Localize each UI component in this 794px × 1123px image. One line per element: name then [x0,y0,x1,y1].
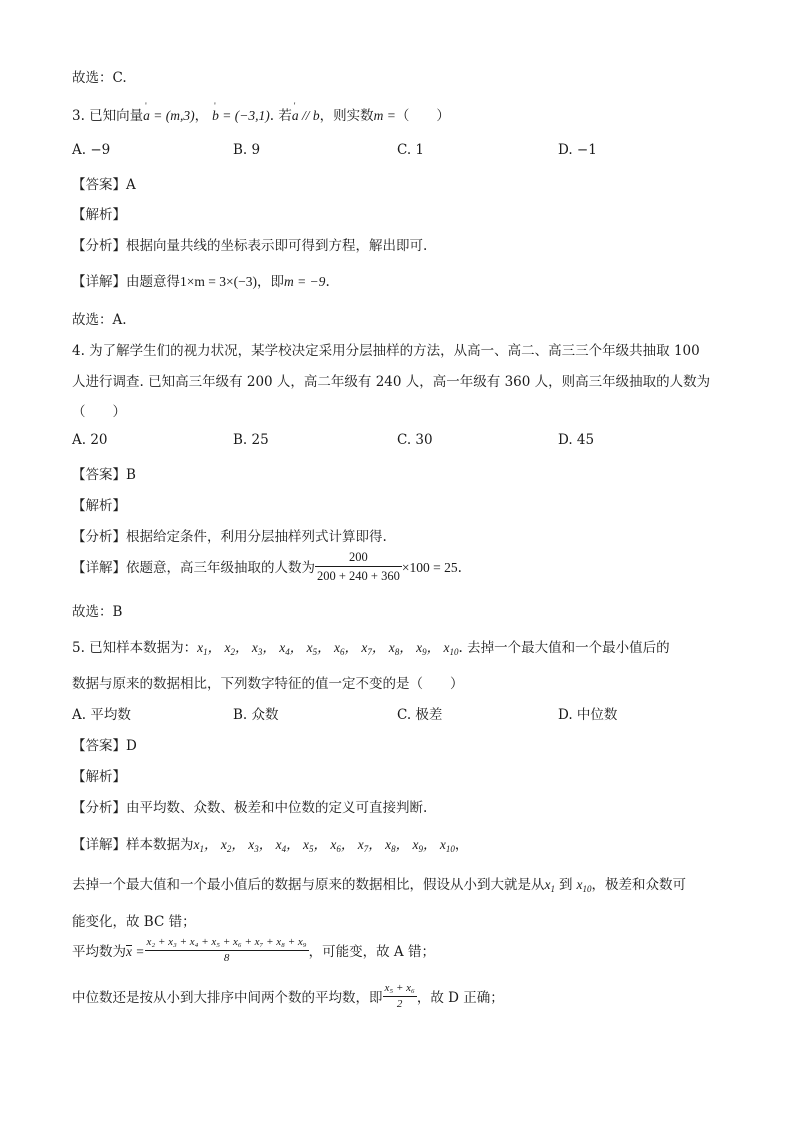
q5-option-a: A. 平均数 [72,707,131,723]
question-4-line-2: 人进行调查. 已知高三年级有 200 人，高二年级有 240 人，高一年级有 360 人，则高三年级抽取的人数为 [72,374,711,390]
q3-option-a: A. −9 [72,142,111,158]
question-5-line-2: 数据与原来的数据相比，下列数字特征的值一定不变的是（ ） [72,676,464,692]
question-4-line-1: 4. 为了解学生们的视力状况，某学校决定采用分层抽样的方法，从高一、高二、高三三个年级共抽取 100 [72,343,700,359]
question-5-line-1: 5. 已知样本数据为：$x_1$， $x_2$， $x_3$， $x_4$， $x_5$， $x_6$， $x_7$， $x_8$， $x_9$， $x_{10}$. 去掉一个最大值和一个最小值后的 [72,640,670,657]
q3-answer: 【答案】A [72,177,136,193]
q4-detail: 【详解】依题意，高三年级抽取的人数为 $\frac{200}{200 + 240 + 360}$ ×100 = 25. [72,550,462,583]
q3-equation: 1×m = 3×(−3) [180,274,257,289]
q5-detail: 【详解】样本数据为$x_1$， $x_2$， $x_3$， $x_4$， $x_5$， $x_6$， $x_7$， $x_8$， $x_9$， $x_{10}$， [72,837,469,854]
sample-data-list-2: $x_1$， $x_2$， $x_3$， $x_4$， $x_5$， $x_6$， $x_7$， $x_8$， $x_9$， $x_{10}$ [193,837,455,854]
q3-choice: 故选：A. [72,312,127,328]
q3-option-d: D. −1 [558,142,597,158]
q3-analysis-heading: 【解析】 [72,207,126,223]
q5-mean: 平均数为x = $\frac{\text{x₂ + x₃ + x₄ + x₅ + x₆ + x₇ + x₈ + x₉}}{8}$ ，可能变，故 A 错； [72,936,435,964]
m-variable: m = [373,108,396,123]
q4-option-b: B. 25 [233,432,269,448]
vector-a-expression: ' a = (m,3) [143,108,194,124]
q4-answer: 【答案】B [72,467,136,483]
q4-analysis: 【分析】根据给定条件，利用分层抽样列式计算即得. [72,529,387,545]
q3-option-c: C. 1 [397,142,425,158]
parallel-condition: ' a // b [292,108,320,124]
question-4-line-3: （ ） [72,404,126,420]
prev-answer-choice: 故选：C. [72,70,127,86]
q3-analysis: 【分析】根据向量共线的坐标表示即可得到方程，解出即可. [72,238,428,254]
q4-fraction: $\frac{200}{200 + 240 + 360}$ [317,550,400,583]
q5-option-c: C. 极差 [397,707,443,723]
q5-analysis: 【分析】由平均数、众数、极差和中位数的定义可直接判断. [72,800,428,816]
median-fraction: $\frac{\text{x₅ + x₆}}{2}$ [384,982,415,1010]
q3-result: m = −9 [283,274,326,289]
q5-paragraph-2: 能变化，故 BC 错； [72,914,196,930]
q5-median: 中位数还是按从小到大排序中间两个数的平均数，即 $\frac{\text{x₅ + x₆}}{2}$ ，故 D 正确； [72,982,504,1010]
q4-choice: 故选：B [72,604,123,620]
question-3-stem: 3. 已知向量' a = (m,3)，' b = (−3,1). 若' a // b，则实数m =（ ） [72,104,450,124]
q4-option-a: A. 20 [72,432,108,448]
q5-option-d: D. 中位数 [558,707,618,723]
q4-option-d: D. 45 [558,432,595,448]
q5-analysis-heading: 【解析】 [72,769,126,785]
q5-answer: 【答案】D [72,738,137,754]
vector-b-expression: ' b = (−3,1) [212,108,270,124]
sample-data-list: $x_1$， $x_2$， $x_3$， $x_4$， $x_5$， $x_6$， $x_7$， $x_8$， $x_9$， $x_{10}$ [197,640,459,657]
q3-detail: 【详解】由题意得1×m = 3×(−3)，即m = −9. [72,274,330,290]
mean-fraction: $\frac{\text{x₂ + x₃ + x₄ + x₅ + x₆ + x₇ + x₈ + x₉}}{8}$ [146,936,307,964]
q3-option-b: B. 9 [233,142,261,158]
q5-paragraph-1: 去掉一个最大值和一个最小值后的数据与原来的数据相比，假设从小到大就是从$x_1$ 到 $x_{10}$，极差和众数可 [72,877,686,894]
q5-option-b: B. 众数 [233,707,279,723]
q4-option-c: C. 30 [397,432,433,448]
q4-analysis-heading: 【解析】 [72,498,126,514]
